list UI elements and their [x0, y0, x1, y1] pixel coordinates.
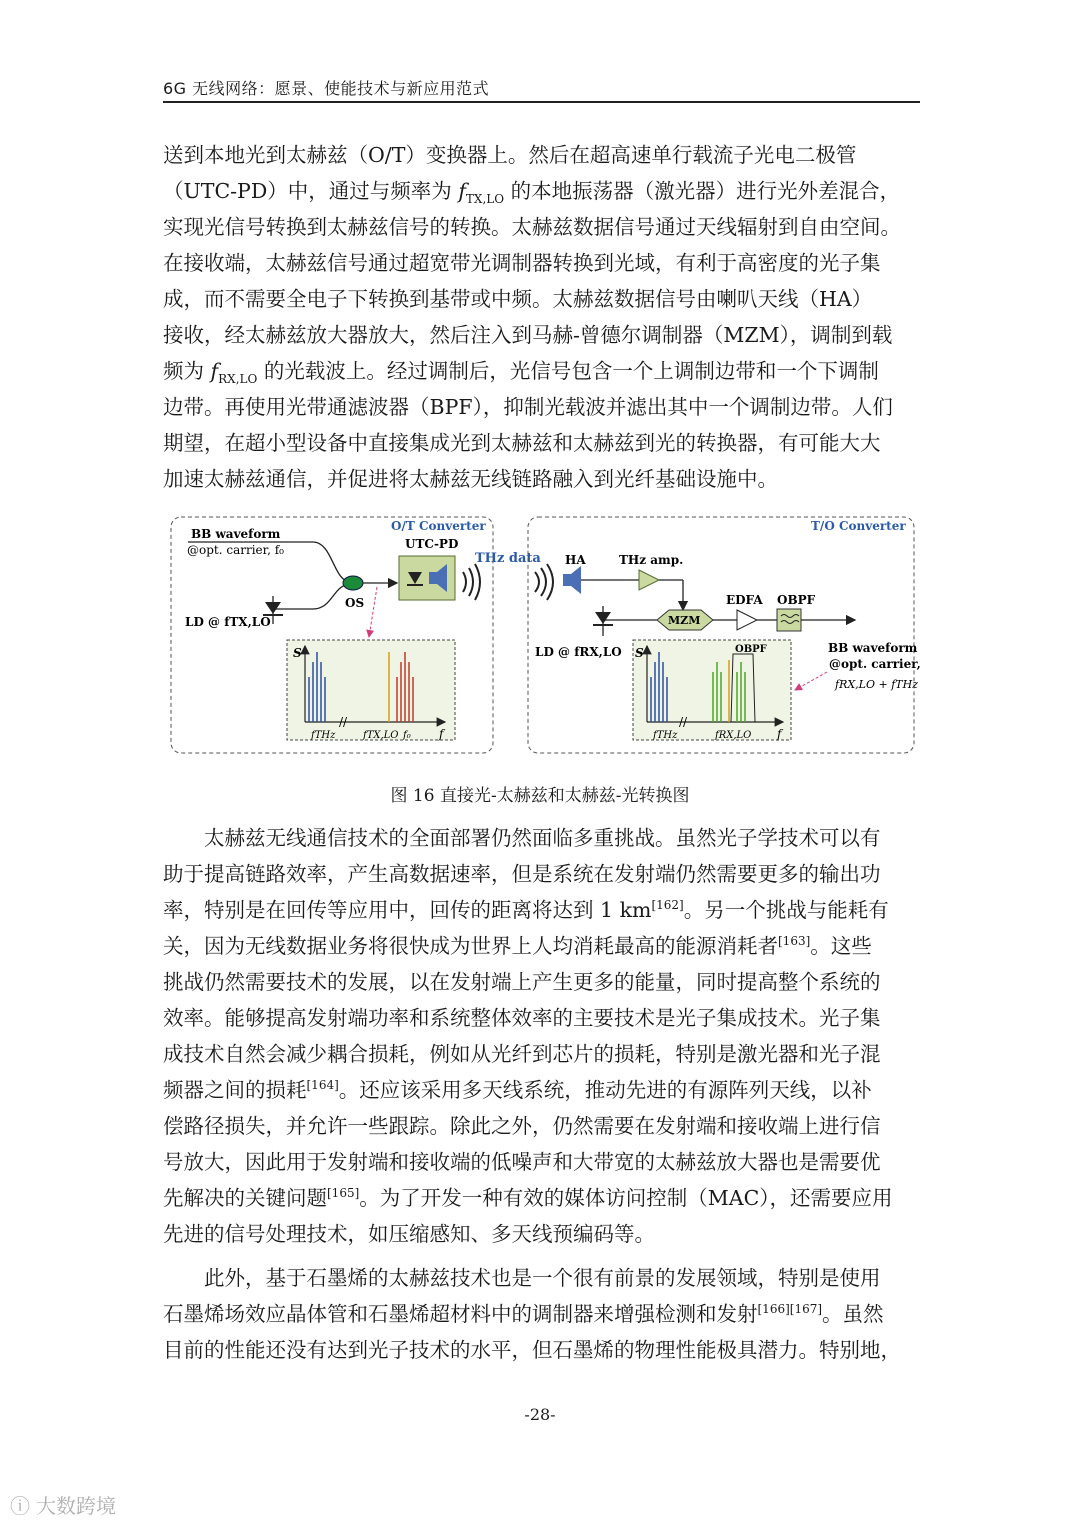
text-line: （UTC-PD）中，通过与频率为 $f_{TX,LO}$ 的本地振荡器（激光器）进行光外差混合， [163, 179, 901, 207]
obpf-label: OBPF [777, 593, 816, 607]
paragraph-2 [163, 820, 920, 1252]
watermark-text: 大数跨境 [36, 1494, 116, 1518]
text-line: 成技术自然会减少耦合损耗，例如从光纤到芯片的损耗，特别是激光器和光子混 [163, 1042, 881, 1066]
obpf-filter-icon [777, 609, 801, 631]
rx-wave-icon [535, 572, 539, 592]
edfa-label: EDFA [726, 593, 763, 607]
rx-spectrum-panel [633, 640, 791, 740]
bb-out-label-2: @opt. carrier, [829, 657, 920, 671]
text-line: 号放大，因此用于发射端和接收端的低噪声和大带宽的太赫兹放大器也是需要优 [163, 1150, 881, 1174]
bb-out-label-1: BB waveform [828, 641, 918, 655]
ld-rx-label: LD @ fRX,LO [535, 645, 622, 659]
os-coupler-icon [343, 576, 363, 590]
os-label: OS [345, 596, 365, 610]
text-line: 挑战仍然需要技术的发展，以在发射端上产生更多的能量，同时提高整个系统的 [163, 970, 881, 994]
rx-spectrum-s: S [635, 646, 644, 660]
ld-tx-label: LD @ fTX,LO [185, 615, 271, 629]
text-line: 目前的性能还没有达到光子技术的水平，但石墨烯的物理性能极具潜力。特别地， [163, 1338, 901, 1362]
watermark [10, 1490, 116, 1519]
text-line: 成，而不需要全电子下转换到基带或中频。太赫兹数据信号由喇叭天线（HA） [163, 287, 873, 311]
text-line: 边带。再使用光带通滤波器（BPF），抑制光载波并滤出其中一个调制边带。人们 [163, 395, 893, 419]
running-header: 6G 无线网络：愿景、使能技术与新应用范式 [163, 79, 490, 98]
to-title: T/O Converter [811, 519, 906, 533]
page-number: -28- [524, 1405, 556, 1424]
rx-fthz-label: fTHz [653, 730, 678, 741]
text-line: 在接收端，太赫兹信号通过超宽带光调制器转换到光域，有利于高密度的光子集 [163, 251, 881, 275]
ot-title: O/T Converter [391, 519, 486, 533]
rx-frxlo-label: fRX,LO [715, 730, 752, 741]
axis-break: // [679, 715, 688, 729]
text-line: 关，因为无线数据业务将很快成为世界上人均消耗最高的能源消耗者[163]。这些 [163, 934, 872, 958]
text-line: 太赫兹无线通信技术的全面部署仍然面临多重挑战。虽然光子学技术可以有 [204, 826, 881, 850]
watermark-logo-icon: ⓘ [10, 1494, 30, 1518]
paragraph-3 [163, 1260, 920, 1368]
text-line: 先解决的关键问题[165]。为了开发一种有效的媒体访问控制（MAC），还需要应用 [163, 1186, 893, 1210]
bb-in-label-1: BB waveform [191, 527, 281, 541]
tx-spectrum-panel [287, 640, 455, 740]
figure-ot-to-converter [163, 512, 920, 760]
thz-wave-icon [463, 572, 466, 592]
tx-fthz-label: fTHz [311, 730, 336, 741]
text-line: 接收，经太赫兹放大器放大，然后注入到马赫-曾德尔调制器（MZM），调制到载 [163, 323, 893, 347]
utc-pd-label: UTC-PD [405, 537, 459, 551]
ha-antenna-icon [563, 566, 581, 594]
text-line: 加速太赫兹通信，并促进将太赫兹无线链路融入到光纤基础设施中。 [163, 467, 778, 491]
text-line: 实现光信号转换到太赫兹信号的转换。太赫兹数据信号通过天线辐射到自由空间。 [163, 215, 901, 239]
text-line: 偿路径损失，并允许一些跟踪。除此之外，仍然需要在发射端和接收端上进行信 [163, 1114, 881, 1138]
ha-label: HA [565, 553, 586, 567]
text-line: 先进的信号处理技术，如压缩感知、多天线预编码等。 [163, 1222, 655, 1246]
mzm-label: MZM [668, 614, 701, 627]
tx-spectrum-f: f [439, 727, 444, 741]
text-line: 此外，基于石墨烯的太赫兹技术也是一个很有前景的发展领域，特别是使用 [204, 1266, 881, 1290]
header-rule [163, 101, 920, 103]
rx-obpf-label: OBPF [735, 644, 767, 655]
tx-ftxlo-label: fTX,LO [363, 730, 399, 741]
tx-spectrum-s: S [293, 646, 302, 660]
text-line: 石墨烯场效应晶体管和石墨烯超材料中的调制器来增强检测和发射[166][167]。虽然 [163, 1302, 884, 1326]
edfa-amp-icon [737, 610, 757, 630]
thz-amp-label: THz amp. [619, 553, 684, 567]
tx-f0-label: f₀ [403, 730, 411, 741]
text-line: 率，特别是在回传等应用中，回传的距离将达到 1 km[162]。另一个挑战与能耗有 [163, 898, 889, 922]
text-line: 频器之间的损耗[164]。还应该采用多天线系统，推动先进的有源阵列天线，以补 [163, 1078, 872, 1102]
text-line: 期望，在超小型设备中直接集成光到太赫兹和太赫兹到光的转换器，有可能大大 [163, 431, 881, 455]
bb-in-label-2: @opt. carrier, f₀ [187, 543, 284, 557]
axis-break: // [339, 715, 348, 729]
rx-spectrum-f: f [777, 727, 782, 741]
text-line: 助于提高链路效率，产生高数据速率，但是系统在发射端仍然需要更多的输出功 [163, 862, 881, 886]
converter-diagram [163, 512, 920, 760]
thz-amp-icon [639, 570, 659, 590]
text-line: 频为 $f_{RX,LO}$ 的光载波上。经过调制后，光信号包含一个上调制边带和一个下调制 [163, 359, 879, 387]
thz-data-label: THz data [475, 551, 541, 566]
text-line: 送到本地光到太赫兹（O/T）变换器上。然后在超高速单行载流子光电二极管 [163, 143, 857, 167]
paragraph-1 [163, 137, 920, 497]
figure-caption: 图 16 直接光-太赫兹和太赫兹-光转换图 [390, 786, 690, 806]
bb-out-label-3: fRX,LO + fTHz [835, 678, 919, 691]
text-line: 效率。能够提高发射端功率和系统整体效率的主要技术是光子集成技术。光子集 [163, 1006, 881, 1030]
